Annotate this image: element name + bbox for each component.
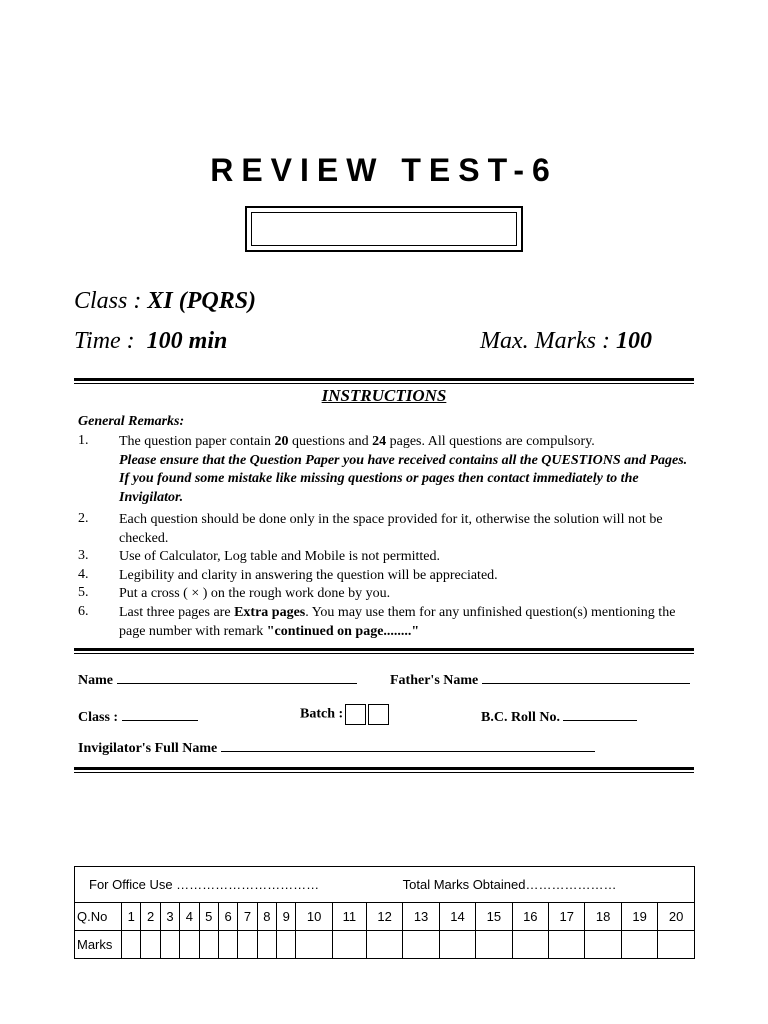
name-label: Name xyxy=(78,673,113,688)
instruction-item: Put a cross ( × ) on the rough work done by you. xyxy=(119,586,391,601)
class-field-label: Class : xyxy=(78,710,119,725)
question-number-cell: 16 xyxy=(512,903,548,931)
marks-cell[interactable] xyxy=(199,931,218,959)
instruction-item xyxy=(119,433,695,507)
question-number-cell: 12 xyxy=(366,903,402,931)
page-title: REVIEW TEST-6 xyxy=(210,152,558,188)
continued-remark: "continued on page........" xyxy=(266,623,420,639)
page-count: 24 xyxy=(372,434,387,449)
item-number: 5. xyxy=(78,585,89,600)
marks-cell[interactable] xyxy=(549,931,585,959)
roll-number-blank[interactable] xyxy=(563,708,637,721)
batch-label: Batch : xyxy=(300,706,344,722)
general-remarks: General Remarks: xyxy=(78,414,185,429)
question-number-cell: 1 xyxy=(122,903,141,931)
marks-cell[interactable] xyxy=(238,931,257,959)
item-text: The question paper contain xyxy=(119,434,275,449)
item-note: Please ensure that the Question Paper you have received contains all the QUESTIONS and Pages. If you found some mistake like missing questions or pages then contact immediately to the Invigilator. xyxy=(119,452,688,505)
instruction-item: Use of Calculator, Log table and Mobile is not permitted. xyxy=(119,549,440,564)
class-line xyxy=(74,288,256,315)
divider-top xyxy=(74,378,694,384)
question-number-cell: 13 xyxy=(403,903,439,931)
question-number-cell: 3 xyxy=(160,903,179,931)
title-blank-box-inner xyxy=(251,212,517,246)
for-office-use-label: For Office Use …………………………… xyxy=(89,877,320,892)
marks-label: Marks xyxy=(75,931,122,959)
marks-cell[interactable] xyxy=(257,931,276,959)
item-number: 6. xyxy=(78,604,89,619)
question-number-cell: 2 xyxy=(141,903,160,931)
marks-cell[interactable] xyxy=(585,931,621,959)
time-label: Time : xyxy=(74,328,135,354)
question-number-cell: 6 xyxy=(218,903,237,931)
instructions-heading: INSTRUCTIONS xyxy=(321,386,447,405)
item-number: 2. xyxy=(78,511,89,526)
marks-cell[interactable] xyxy=(141,931,160,959)
marks-cell[interactable] xyxy=(180,931,199,959)
question-number-cell: 8 xyxy=(257,903,276,931)
marks-cell[interactable] xyxy=(403,931,439,959)
question-number-cell: 14 xyxy=(439,903,475,931)
invigilator-blank[interactable] xyxy=(221,739,595,752)
question-number-cell: 19 xyxy=(621,903,657,931)
invigilator-label: Invigilator's Full Name xyxy=(78,741,218,756)
office-header-cell xyxy=(75,867,695,903)
marks-cell[interactable] xyxy=(476,931,512,959)
marks-cell[interactable] xyxy=(512,931,548,959)
item-number: 3. xyxy=(78,548,89,563)
item-text: . You may use them for any unfinished question(s) mentioning the page number with remark xyxy=(119,605,676,639)
roll-number-label: B.C. Roll No. xyxy=(481,710,560,725)
question-number-cell: 15 xyxy=(476,903,512,931)
question-number-cell: 20 xyxy=(658,903,695,931)
instruction-item xyxy=(119,604,695,641)
name-field[interactable] xyxy=(78,671,357,689)
question-count: 20 xyxy=(274,434,289,449)
question-number-cell: 10 xyxy=(296,903,332,931)
instruction-item: Legibility and clarity in answering the question will be appreciated. xyxy=(119,568,498,583)
extra-pages-text: Extra pages xyxy=(234,605,306,620)
total-marks-label: Total Marks Obtained………………… xyxy=(402,877,617,892)
marks-cell[interactable] xyxy=(332,931,366,959)
name-blank[interactable] xyxy=(117,671,357,684)
class-field[interactable] xyxy=(78,708,198,726)
class-blank[interactable] xyxy=(122,708,198,721)
marks-cell[interactable] xyxy=(658,931,695,959)
batch-field[interactable] xyxy=(300,704,389,725)
question-number-cell: 9 xyxy=(277,903,296,931)
marks-row xyxy=(75,931,695,959)
instruction-item: Each question should be done only in the space provided for it, otherwise the solution will not be checked. xyxy=(119,512,663,546)
divider-bottom xyxy=(74,767,694,773)
qno-label: Q.No xyxy=(75,903,122,931)
marks-cell[interactable] xyxy=(296,931,332,959)
item-text: questions and xyxy=(288,434,373,449)
question-number-cell: 11 xyxy=(332,903,366,931)
question-number-cell: 7 xyxy=(238,903,257,931)
roll-number-field[interactable] xyxy=(481,708,637,726)
item-text: Last three pages are xyxy=(119,605,235,620)
batch-box[interactable] xyxy=(345,704,366,725)
question-number-cell: 17 xyxy=(549,903,585,931)
fathers-name-label: Father's Name xyxy=(390,673,479,688)
question-number-cell: 4 xyxy=(180,903,199,931)
max-marks-value: 100 xyxy=(615,328,652,354)
marks-cell[interactable] xyxy=(277,931,296,959)
item-text: pages. All questions are compulsory. xyxy=(386,434,595,449)
divider-middle xyxy=(74,648,694,654)
max-marks-line xyxy=(480,328,652,355)
marks-cell[interactable] xyxy=(160,931,179,959)
marks-cell[interactable] xyxy=(621,931,657,959)
marks-cell[interactable] xyxy=(122,931,141,959)
marks-cell[interactable] xyxy=(366,931,402,959)
marks-cell[interactable] xyxy=(218,931,237,959)
question-number-row xyxy=(75,903,695,931)
batch-box[interactable] xyxy=(368,704,389,725)
office-use-table xyxy=(74,866,695,959)
fathers-name-blank[interactable] xyxy=(482,671,690,684)
question-number-cell: 18 xyxy=(585,903,621,931)
class-value: XI (PQRS) xyxy=(147,288,257,314)
max-marks-label: Max. Marks : xyxy=(480,328,610,354)
item-number: 1. xyxy=(78,433,89,448)
marks-cell[interactable] xyxy=(439,931,475,959)
fathers-name-field[interactable] xyxy=(390,671,690,689)
item-number: 4. xyxy=(78,567,89,582)
time-value: 100 min xyxy=(146,328,228,354)
class-label: Class : xyxy=(74,288,142,314)
office-header-row xyxy=(75,867,695,903)
time-line xyxy=(74,328,227,355)
invigilator-field[interactable] xyxy=(78,739,595,757)
title-blank-box xyxy=(245,206,523,252)
question-number-cell: 5 xyxy=(199,903,218,931)
